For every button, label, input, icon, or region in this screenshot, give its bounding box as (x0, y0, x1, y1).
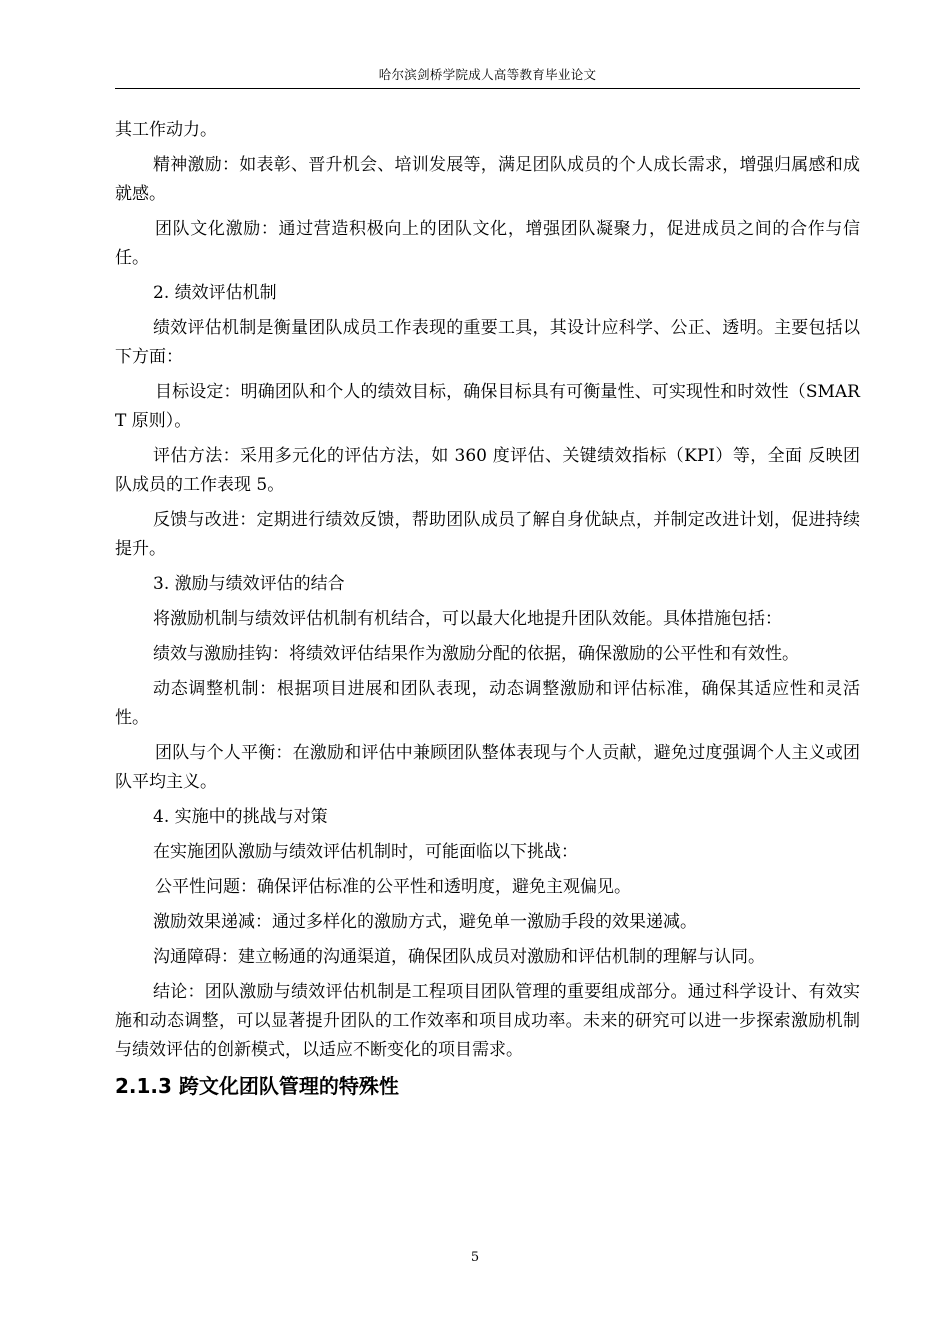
paragraph-evaluation-intro: 绩效评估机制是衡量团队成员工作表现的重要工具，其设计应科学、公正、透明。主要包括以下方面： (115, 318, 860, 367)
paragraph-balance: 团队与个人平衡：在激励和评估中兼顾团队整体表现与个人贡献，避免过度强调个人主义或团队平均主义。 (115, 743, 860, 792)
subheading-challenges: 4. 实施中的挑战与对策 (153, 807, 328, 827)
paragraph-conclusion: 结论：团队激励与绩效评估机制是工程项目团队管理的重要组成部分。通过科学设计、有效实施和动态调整，可以显著提升团队的工作效率和项目成功率。未来的研究可以进一步探索激励机制与绩效评估的创新模式，以适应不断变化的项目需求。 (115, 982, 860, 1060)
page-header (115, 66, 860, 89)
paragraph-feedback: 反馈与改进：定期进行绩效反馈，帮助团队成员了解自身优缺点，并制定改进计划，促进持续提升。 (115, 510, 860, 559)
paragraph-dynamic-adjustment: 动态调整机制：根据项目进展和团队表现，动态调整激励和评估标准，确保其适应性和灵活性。 (115, 679, 860, 728)
section-heading: 2.1.3 跨文化团队管理的特殊性 (115, 1074, 399, 1098)
document-body (115, 116, 860, 1101)
paragraph-communication: 沟通障碍：建立畅通的沟通渠道，确保团队成员对激励和评估机制的理解与认同。 (153, 947, 765, 967)
paragraph-link-performance: 绩效与激励挂钩：将绩效评估结果作为激励分配的依据，确保激励的公平性和有效性。 (153, 644, 799, 664)
paragraph-fairness: 公平性问题：确保评估标准的公平性和透明度，避免主观偏见。 (155, 877, 631, 897)
paragraph-spiritual-incentive: 精神激励：如表彰、晋升机会、培训发展等，满足团队成员的个人成长需求，增强归属感和成就感。 (115, 155, 860, 204)
subheading-performance-evaluation: 2. 绩效评估机制 (153, 283, 277, 303)
paragraph-evaluation-methods: 评估方法：采用多元化的评估方法，如 360 度评估、关键绩效指标（KPI）等，全面 反映团队成员的工作表现 5。 (115, 446, 860, 495)
subheading-combination: 3. 激励与绩效评估的结合 (153, 574, 345, 594)
paragraph-goal-setting: 目标设定：明确团队和个人的绩效目标，确保目标具有可衡量性、可实现性和时效性（SMART 原则）。 (115, 382, 860, 431)
paragraph-continuation: 其工作动力。 (115, 120, 217, 140)
page-number: 5 (470, 1250, 480, 1265)
paragraph-challenges-intro: 在实施团队激励与绩效评估机制时，可能面临以下挑战： (153, 842, 578, 862)
header-title: 哈尔滨剑桥学院成人高等教育毕业论文 (378, 67, 597, 82)
paragraph-team-culture-incentive: 团队文化激励：通过营造积极向上的团队文化，增强团队凝聚力，促进成员之间的合作与信任。 (115, 219, 860, 268)
paragraph-diminishing-effect: 激励效果递减：通过多样化的激励方式，避免单一激励手段的效果递减。 (153, 912, 697, 932)
paragraph-combination-intro: 将激励机制与绩效评估机制有机结合，可以最大化地提升团队效能。具体措施包括： (153, 609, 782, 629)
